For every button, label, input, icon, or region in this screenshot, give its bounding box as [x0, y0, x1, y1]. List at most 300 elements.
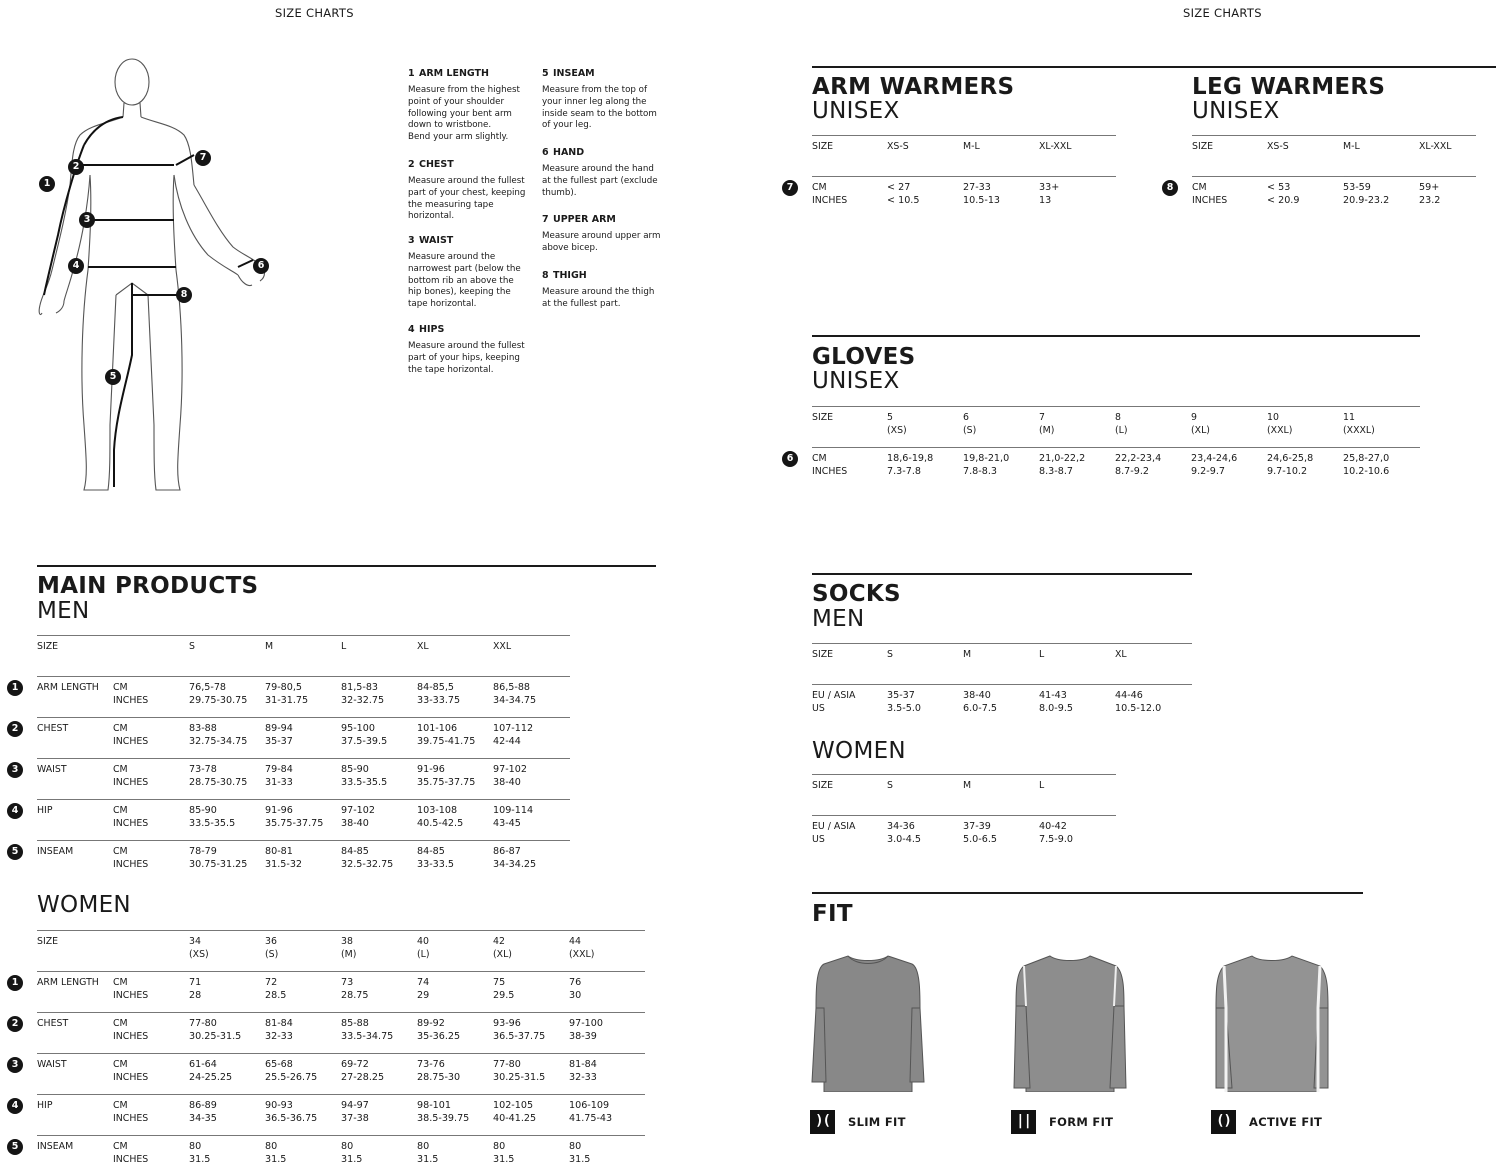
guide-line: Measure around the fullest: [408, 176, 525, 186]
size-value: 80: [189, 1141, 202, 1152]
size-value: 33.5-35.5: [341, 777, 388, 788]
marker-thigh: 8: [176, 287, 192, 303]
guide-item-arm-length: [408, 68, 530, 144]
size-header: (M): [1039, 425, 1055, 436]
row-badge: 5: [7, 1139, 23, 1155]
guide-number: 1: [408, 68, 415, 79]
guide-line: the measuring tape: [408, 199, 494, 210]
main-products-women-subtitle: WOMEN: [37, 892, 131, 918]
size-header: XS-S: [1267, 141, 1289, 152]
size-header-label: SIZE: [812, 141, 834, 152]
row-rule: [37, 758, 570, 759]
size-value: 83-88: [189, 723, 217, 734]
size-header: XL: [1115, 649, 1127, 660]
row-rule: [37, 1053, 645, 1054]
size-value: 85-88: [341, 1018, 369, 1029]
size-header: 36: [265, 936, 277, 947]
guide-number: 2: [408, 159, 415, 170]
row-label: ARM LENGTH: [37, 977, 99, 988]
size-value: 89-92: [417, 1018, 445, 1029]
row-label: WAIST: [37, 764, 67, 775]
guide-description: [408, 176, 530, 223]
size-value: 18,6-19,8: [887, 453, 934, 464]
guide-title: HIPS: [419, 324, 445, 335]
size-header: 38: [341, 936, 353, 947]
page-title-left: SIZE CHARTS: [275, 6, 354, 20]
unit-label: CM: [113, 805, 128, 816]
guide-line: at the fullest part.: [542, 298, 621, 309]
size-value: 30.25-31.5: [493, 1072, 546, 1083]
size-header: (L): [1115, 425, 1128, 436]
size-value: 29: [417, 990, 430, 1001]
size-value: 91-96: [265, 805, 293, 816]
size-value: 21,0-22,2: [1039, 453, 1086, 464]
size-value: 28.75-30: [417, 1072, 461, 1083]
size-value: 97-102: [341, 805, 375, 816]
size-header: S: [887, 780, 893, 791]
unit-label: INCHES: [812, 466, 848, 477]
size-value: 10.5-13: [963, 195, 1001, 206]
row-rule: [37, 1094, 645, 1095]
size-value: 38.5-39.75: [417, 1113, 470, 1124]
size-header: L: [1039, 649, 1045, 660]
unit-label: INCHES: [113, 777, 149, 788]
guide-title: CHEST: [419, 159, 454, 170]
size-header: M-L: [963, 141, 980, 152]
size-value: 84-85: [417, 846, 445, 857]
size-value: 10.5-12.0: [1115, 703, 1162, 714]
size-value: 73-76: [417, 1059, 445, 1070]
size-header: 44: [569, 936, 581, 947]
active-fit-shirt-icon: [1210, 952, 1335, 1092]
guide-number: 8: [542, 270, 549, 281]
guide-heading: [408, 159, 530, 170]
size-value: 72: [265, 977, 278, 988]
size-header: 9: [1191, 412, 1197, 423]
size-value: 85-90: [341, 764, 369, 775]
guide-line: narrowest part (below the: [408, 263, 521, 274]
unit-label: INCHES: [113, 1072, 149, 1083]
size-value: 43-45: [493, 818, 521, 829]
size-header: 8: [1115, 412, 1121, 423]
size-header: (XL): [493, 949, 512, 960]
socks-men-subtitle: MEN: [812, 606, 865, 632]
size-value: 44-46: [1115, 690, 1143, 701]
unit-label: CM: [113, 764, 128, 775]
size-value: 38-40: [963, 690, 991, 701]
size-value: 86-89: [189, 1100, 217, 1111]
guide-line: horizontal.: [408, 211, 455, 222]
fit-label-form-fit: FORM FIT: [1049, 1115, 1114, 1129]
socks-title: SOCKS: [812, 581, 901, 607]
size-value: 35.75-37.75: [265, 818, 324, 829]
size-header: 6: [963, 412, 969, 423]
guide-line: of your leg.: [542, 120, 592, 131]
row-badge: 2: [7, 721, 23, 737]
size-value: 74: [417, 977, 430, 988]
guide-heading: [408, 235, 530, 246]
size-header: 34: [189, 936, 201, 947]
size-header: (S): [963, 425, 977, 436]
size-value: 53-59: [1343, 182, 1371, 193]
guide-number: 4: [408, 324, 415, 335]
size-value: 30: [569, 990, 582, 1001]
unit-label: INCHES: [113, 1113, 149, 1124]
size-value: 31.5-32: [265, 859, 303, 870]
size-value: 24,6-25,8: [1267, 453, 1314, 464]
size-value: 39.75-41.75: [417, 736, 476, 747]
size-value: 61-64: [189, 1059, 217, 1070]
size-header-label: SIZE: [1192, 141, 1214, 152]
row-label: INSEAM: [37, 846, 74, 857]
unit-label: CM: [113, 1059, 128, 1070]
size-value: 33.5-35.5: [189, 818, 236, 829]
size-header: 10: [1267, 412, 1279, 423]
size-value: 97-100: [569, 1018, 603, 1029]
row-rule: [812, 815, 1116, 816]
size-value: 3.0-4.5: [887, 834, 921, 845]
guide-line: bottom rib an above the: [408, 275, 514, 286]
size-value: 20.9-23.2: [1343, 195, 1390, 206]
size-header: (S): [265, 949, 279, 960]
size-value: 106-109: [569, 1100, 610, 1111]
guide-title: INSEAM: [553, 68, 595, 79]
unit-label: EU / ASIA: [812, 690, 856, 701]
size-value: 9.7-10.2: [1267, 466, 1308, 477]
row-badge: 4: [7, 803, 23, 819]
size-value: 94-97: [341, 1100, 369, 1111]
guide-number: 7: [542, 214, 549, 225]
size-value: 89-94: [265, 723, 293, 734]
marker-hand: 6: [253, 258, 269, 274]
size-value: 22,2-23,4: [1115, 453, 1162, 464]
size-value: 32-32.75: [341, 695, 385, 706]
size-header: XS-S: [887, 141, 909, 152]
row-rule: [37, 799, 570, 800]
unit-label: CM: [113, 682, 128, 693]
size-value: 80: [265, 1141, 278, 1152]
size-value: 76,5-78: [189, 682, 227, 693]
table-top-rule: [812, 774, 1116, 775]
row-rule: [37, 840, 570, 841]
guide-title: UPPER ARM: [553, 214, 616, 225]
size-value: 24-25.25: [189, 1072, 233, 1083]
main-products-rule: [37, 565, 656, 567]
row-badge: 1: [7, 680, 23, 696]
size-value: 36.5-36.75: [265, 1113, 318, 1124]
size-header: M: [963, 780, 972, 791]
leg-warmers-title: LEG WARMERS: [1192, 74, 1386, 100]
size-header: 7: [1039, 412, 1045, 423]
size-value: 42-44: [493, 736, 521, 747]
guide-title: WAIST: [419, 235, 454, 246]
size-value: 35-36.25: [417, 1031, 461, 1042]
guide-line: Measure around the hand: [542, 164, 654, 174]
size-value: 23.2: [1419, 195, 1441, 206]
guide-item-hand: [542, 147, 664, 199]
table-top-rule: [812, 406, 1420, 407]
size-value: 7.3-7.8: [887, 466, 921, 477]
unit-label: INCHES: [113, 990, 149, 1001]
size-value: 32.5-32.75: [341, 859, 394, 870]
size-header: S: [887, 649, 893, 660]
marker-waist: 3: [79, 212, 95, 228]
guide-line: Measure around the thigh: [542, 287, 655, 297]
size-value: 95-100: [341, 723, 375, 734]
arm-warmers-title: ARM WARMERS: [812, 74, 1015, 100]
body-measurement-figure: [28, 55, 288, 500]
guide-title: ARM LENGTH: [419, 68, 489, 79]
size-value: 31-33: [265, 777, 293, 788]
size-value: 69-72: [341, 1059, 369, 1070]
size-value: 3.5-5.0: [887, 703, 921, 714]
size-header: XL: [417, 641, 429, 652]
size-value: 27-28.25: [341, 1072, 385, 1083]
size-value: 8.3-8.7: [1039, 466, 1073, 477]
fit-icon-form-fit: ||: [1011, 1110, 1036, 1134]
size-header: XL-XXL: [1039, 141, 1072, 152]
guide-item-chest: [408, 159, 530, 223]
size-value: 25,8-27,0: [1343, 453, 1390, 464]
row-rule: [37, 717, 570, 718]
size-value: 41.75-43: [569, 1113, 613, 1124]
size-value: 33-33.5: [417, 859, 455, 870]
fit-label-active-fit: ACTIVE FIT: [1249, 1115, 1323, 1129]
unit-label: CM: [113, 1018, 128, 1029]
guide-heading: [542, 147, 664, 158]
row-badge: 1: [7, 975, 23, 991]
size-value: 30.75-31.25: [189, 859, 248, 870]
size-value: 101-106: [417, 723, 458, 734]
size-value: 71: [189, 977, 202, 988]
size-header: S: [189, 641, 195, 652]
unit-label: INCHES: [812, 195, 848, 206]
size-value: 37-39: [963, 821, 991, 832]
guide-item-upper-arm: [542, 214, 664, 255]
unit-label: INCHES: [113, 1154, 149, 1165]
guide-line: down to wristbone.: [408, 120, 492, 131]
guide-item-thigh: [542, 270, 664, 311]
row-label: WAIST: [37, 1059, 67, 1070]
row-label: ARM LENGTH: [37, 682, 99, 693]
size-value: 79-80,5: [265, 682, 303, 693]
size-value: 33-33.75: [417, 695, 461, 706]
size-header: M: [963, 649, 972, 660]
guide-description: [408, 85, 530, 144]
size-value: 9.2-9.7: [1191, 466, 1225, 477]
marker-inseam: 5: [105, 369, 121, 385]
size-value: 36.5-37.75: [493, 1031, 546, 1042]
size-value: 32.75-34.75: [189, 736, 248, 747]
size-value: 33.5-34.75: [341, 1031, 394, 1042]
size-value: 80: [341, 1141, 354, 1152]
size-value: 102-105: [493, 1100, 534, 1111]
size-value: 77-80: [493, 1059, 521, 1070]
body-outline: [39, 59, 264, 490]
size-value: 27-33: [963, 182, 991, 193]
slim-fit-shirt-icon: [808, 952, 928, 1092]
size-value: 103-108: [417, 805, 458, 816]
leg-warmers-subtitle: UNISEX: [1192, 98, 1280, 124]
row-rule: [37, 1012, 645, 1013]
guide-title: THIGH: [553, 270, 587, 281]
size-value: 19,8-21,0: [963, 453, 1010, 464]
arm-warmers-subtitle: UNISEX: [812, 98, 900, 124]
table-top-rule: [1192, 135, 1476, 136]
marker-upper-arm: 7: [195, 150, 211, 166]
row-rule: [37, 676, 570, 677]
size-value: 80-81: [265, 846, 293, 857]
socks-women-subtitle: WOMEN: [812, 738, 906, 764]
size-value: 35-37: [265, 736, 293, 747]
guide-line: Measure from the top of: [542, 85, 648, 95]
unit-label: CM: [113, 723, 128, 734]
guide-line: part of your hips, keeping: [408, 352, 520, 363]
size-value: 40.5-42.5: [417, 818, 464, 829]
guide-line: part of your chest, keeping: [408, 187, 526, 198]
size-value: 73-78: [189, 764, 217, 775]
guide-line: the tape horizontal.: [408, 364, 494, 375]
size-header-label: SIZE: [812, 412, 834, 423]
unit-label: EU / ASIA: [812, 821, 856, 832]
unit-label: INCHES: [113, 695, 149, 706]
size-value: 37.5-39.5: [341, 736, 388, 747]
row-badge: 3: [7, 762, 23, 778]
guide-line: Bend your arm slightly.: [408, 132, 509, 143]
size-value: 76: [569, 977, 582, 988]
size-header: 5: [887, 412, 893, 423]
row-rule: [1192, 176, 1476, 177]
size-value: 65-68: [265, 1059, 293, 1070]
fit-icon-slim-fit: )(: [810, 1110, 835, 1134]
size-header: (XL): [1191, 425, 1210, 436]
size-value: 33+: [1039, 182, 1060, 193]
size-header: (XXL): [569, 949, 595, 960]
fit-label-slim-fit: SLIM FIT: [848, 1115, 906, 1129]
row-badge: 6: [782, 451, 798, 467]
row-badge: 4: [7, 1098, 23, 1114]
size-value: < 53: [1267, 182, 1291, 193]
size-value: 31.5: [265, 1154, 287, 1165]
size-value: 38-40: [341, 818, 369, 829]
size-value: < 10.5: [887, 195, 920, 206]
guide-line: Measure around upper arm: [542, 231, 661, 241]
unit-label: CM: [1192, 182, 1207, 193]
size-value: 75: [493, 977, 506, 988]
size-header-label: SIZE: [812, 780, 834, 791]
guide-line: Measure from the highest: [408, 85, 520, 95]
size-header: 40: [417, 936, 429, 947]
size-value: 40-41.25: [493, 1113, 537, 1124]
guide-line: above bicep.: [542, 242, 598, 253]
guide-number: 3: [408, 235, 415, 246]
size-value: 86,5-88: [493, 682, 531, 693]
row-badge: 8: [1162, 180, 1178, 196]
size-value: 5.0-6.5: [963, 834, 997, 845]
size-value: 98-101: [417, 1100, 451, 1111]
row-badge: 2: [7, 1016, 23, 1032]
size-value: 8.0-9.5: [1039, 703, 1073, 714]
guide-line: your inner leg along the: [542, 96, 647, 107]
size-header-label: SIZE: [37, 641, 59, 652]
table-top-rule: [37, 930, 645, 931]
unit-label: CM: [113, 977, 128, 988]
form-fit-shirt-icon: [1010, 952, 1130, 1092]
guide-description: [542, 164, 664, 199]
size-value: < 27: [887, 182, 911, 193]
size-value: 6.0-7.5: [963, 703, 997, 714]
size-value: 81-84: [569, 1059, 597, 1070]
gloves-subtitle: UNISEX: [812, 368, 900, 394]
size-value: 31.5: [493, 1154, 515, 1165]
guide-line: thumb).: [542, 187, 577, 198]
size-header: L: [1039, 780, 1045, 791]
guide-heading: [542, 214, 664, 225]
size-value: 34-34.75: [493, 695, 537, 706]
size-value: 29.5: [493, 990, 515, 1001]
size-value: 7.8-8.3: [963, 466, 997, 477]
size-value: 28: [189, 990, 202, 1001]
row-label: HIP: [37, 805, 53, 816]
unit-label: INCHES: [113, 1031, 149, 1042]
size-value: 31-31.75: [265, 695, 309, 706]
size-value: 86-87: [493, 846, 521, 857]
size-value: 81-84: [265, 1018, 293, 1029]
size-value: 38-40: [493, 777, 521, 788]
guide-item-waist: [408, 235, 530, 311]
size-value: 38-39: [569, 1031, 597, 1042]
row-rule: [37, 1135, 645, 1136]
size-value: 37-38: [341, 1113, 369, 1124]
size-value: 77-80: [189, 1018, 217, 1029]
row-label: CHEST: [37, 723, 69, 734]
size-value: 81,5-83: [341, 682, 379, 693]
size-header: XL-XXL: [1419, 141, 1452, 152]
size-value: 32-33: [569, 1072, 597, 1083]
gloves-title: GLOVES: [812, 344, 916, 370]
guide-item-hips: [408, 324, 530, 376]
guide-line: Measure around the: [408, 252, 496, 262]
warmers-rule: [812, 66, 1496, 68]
size-value: 97-102: [493, 764, 527, 775]
socks-rule: [812, 573, 1192, 575]
main-products-men-subtitle: MEN: [37, 598, 90, 624]
unit-label: INCHES: [113, 859, 149, 870]
fit-title: FIT: [812, 901, 853, 927]
guide-line: tape horizontal.: [408, 299, 477, 310]
row-badge: 5: [7, 844, 23, 860]
row-rule: [812, 176, 1116, 177]
size-value: 84-85: [341, 846, 369, 857]
row-label: INSEAM: [37, 1141, 74, 1152]
size-value: 90-93: [265, 1100, 293, 1111]
size-value: 91-96: [417, 764, 445, 775]
table-top-rule: [37, 635, 570, 636]
unit-label: CM: [113, 846, 128, 857]
size-value: 34-36: [887, 821, 915, 832]
page-title-right: SIZE CHARTS: [1183, 6, 1262, 20]
size-value: 7.5-9.0: [1039, 834, 1073, 845]
size-value: 93-96: [493, 1018, 521, 1029]
size-value: 34-34.25: [493, 859, 537, 870]
guide-title: HAND: [553, 147, 585, 158]
guide-description: [408, 252, 530, 311]
size-header: (XS): [189, 949, 209, 960]
fit-icon-active-fit: (): [1211, 1110, 1236, 1134]
guide-line: at the fullest part (exclude: [542, 175, 658, 186]
size-value: 78-79: [189, 846, 217, 857]
table-top-rule: [812, 643, 1192, 644]
